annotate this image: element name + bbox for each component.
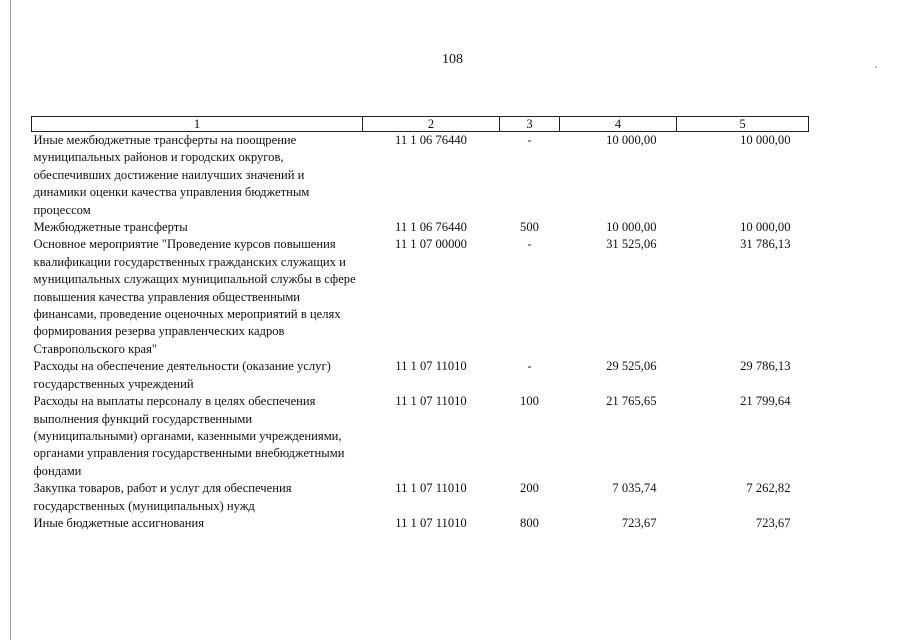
- row-type: 500: [520, 220, 539, 235]
- row-type: 200: [520, 481, 539, 496]
- row-type: -: [527, 359, 532, 374]
- row-name: Расходы на обеспечение деятельности (оказание услуг) государственных учреждений: [33, 359, 331, 391]
- row-sum-2: 21 765,65: [606, 394, 657, 409]
- row-name: Иные бюджетные ассигнования: [33, 515, 205, 530]
- header-col-1: 1: [32, 117, 363, 132]
- table-row: [32, 515, 809, 532]
- row-code: 11 1 07 11010: [395, 359, 467, 374]
- table-row: [32, 480, 809, 515]
- table-row: [32, 219, 809, 236]
- header-row: [32, 117, 809, 132]
- row-name: Иные межбюджетные трансферты на поощрение муниципальных районов и городских округов, обеспечивших достижение наилучших значений и динамики оценки качества управления бюджетным процессом: [33, 133, 310, 217]
- row-name: Основное мероприятие "Проведение курсов повышения квалификации государственных гражданских служащих и муниципальных служащих муниципальной службы в сфере повышения качества управления общественными финансами, проведение оценочных мероприятий в целях формирования резерва управленческих кадров Ставропольского края": [33, 237, 356, 356]
- header-col-3: 3: [500, 117, 560, 132]
- row-type: 800: [520, 515, 539, 530]
- row-sum-2: 29 525,06: [606, 359, 657, 374]
- row-sum-3: 21 799,64: [740, 394, 791, 409]
- row-sum-3: 7 262,82: [746, 481, 791, 496]
- table-row: [32, 132, 809, 220]
- row-sum-2: 7 035,74: [612, 481, 657, 496]
- row-code: 11 1 07 00000: [395, 237, 467, 252]
- row-code: 11 1 07 11010: [395, 394, 467, 409]
- scan-edge-line: [10, 0, 11, 640]
- row-sum-2: 10 000,00: [606, 133, 657, 147]
- page-number: 108: [442, 52, 463, 67]
- table-row: [32, 358, 809, 393]
- row-sum-3: 10 000,00: [740, 133, 791, 147]
- row-sum-3: 31 786,13: [740, 237, 791, 252]
- row-sum-2: 31 525,06: [606, 237, 657, 252]
- budget-table: [31, 116, 809, 532]
- row-code: 11 1 07 11010: [395, 515, 467, 530]
- row-type: -: [527, 237, 532, 252]
- row-code: 11 1 06 76440: [395, 133, 467, 147]
- row-code: 11 1 06 76440: [395, 220, 467, 235]
- row-code: 11 1 07 11010: [395, 481, 467, 496]
- table-row: [32, 236, 809, 358]
- row-name: Межбюджетные трансферты: [33, 220, 188, 235]
- row-sum-3: 723,67: [755, 515, 791, 530]
- table-row: [32, 393, 809, 480]
- row-type: -: [527, 133, 532, 147]
- header-col-2: 2: [363, 117, 500, 132]
- row-name: Закупка товаров, работ и услуг для обеспечения государственных (муниципальных) нужд: [33, 481, 292, 513]
- header-col-4: 4: [560, 117, 677, 132]
- row-sum-3: 29 786,13: [740, 359, 791, 374]
- row-sum-3: 10 000,00: [740, 220, 791, 235]
- header-col-5: 5: [677, 117, 809, 132]
- row-sum-2: 10 000,00: [606, 220, 657, 235]
- row-type: 100: [520, 394, 539, 409]
- row-name: Расходы на выплаты персоналу в целях обеспечения выполнения функций государственными (муниципальными) органами, казенными учреждениями, органами управления государственными внебюджетными фондами: [33, 394, 345, 478]
- row-sum-2: 723,67: [621, 515, 657, 530]
